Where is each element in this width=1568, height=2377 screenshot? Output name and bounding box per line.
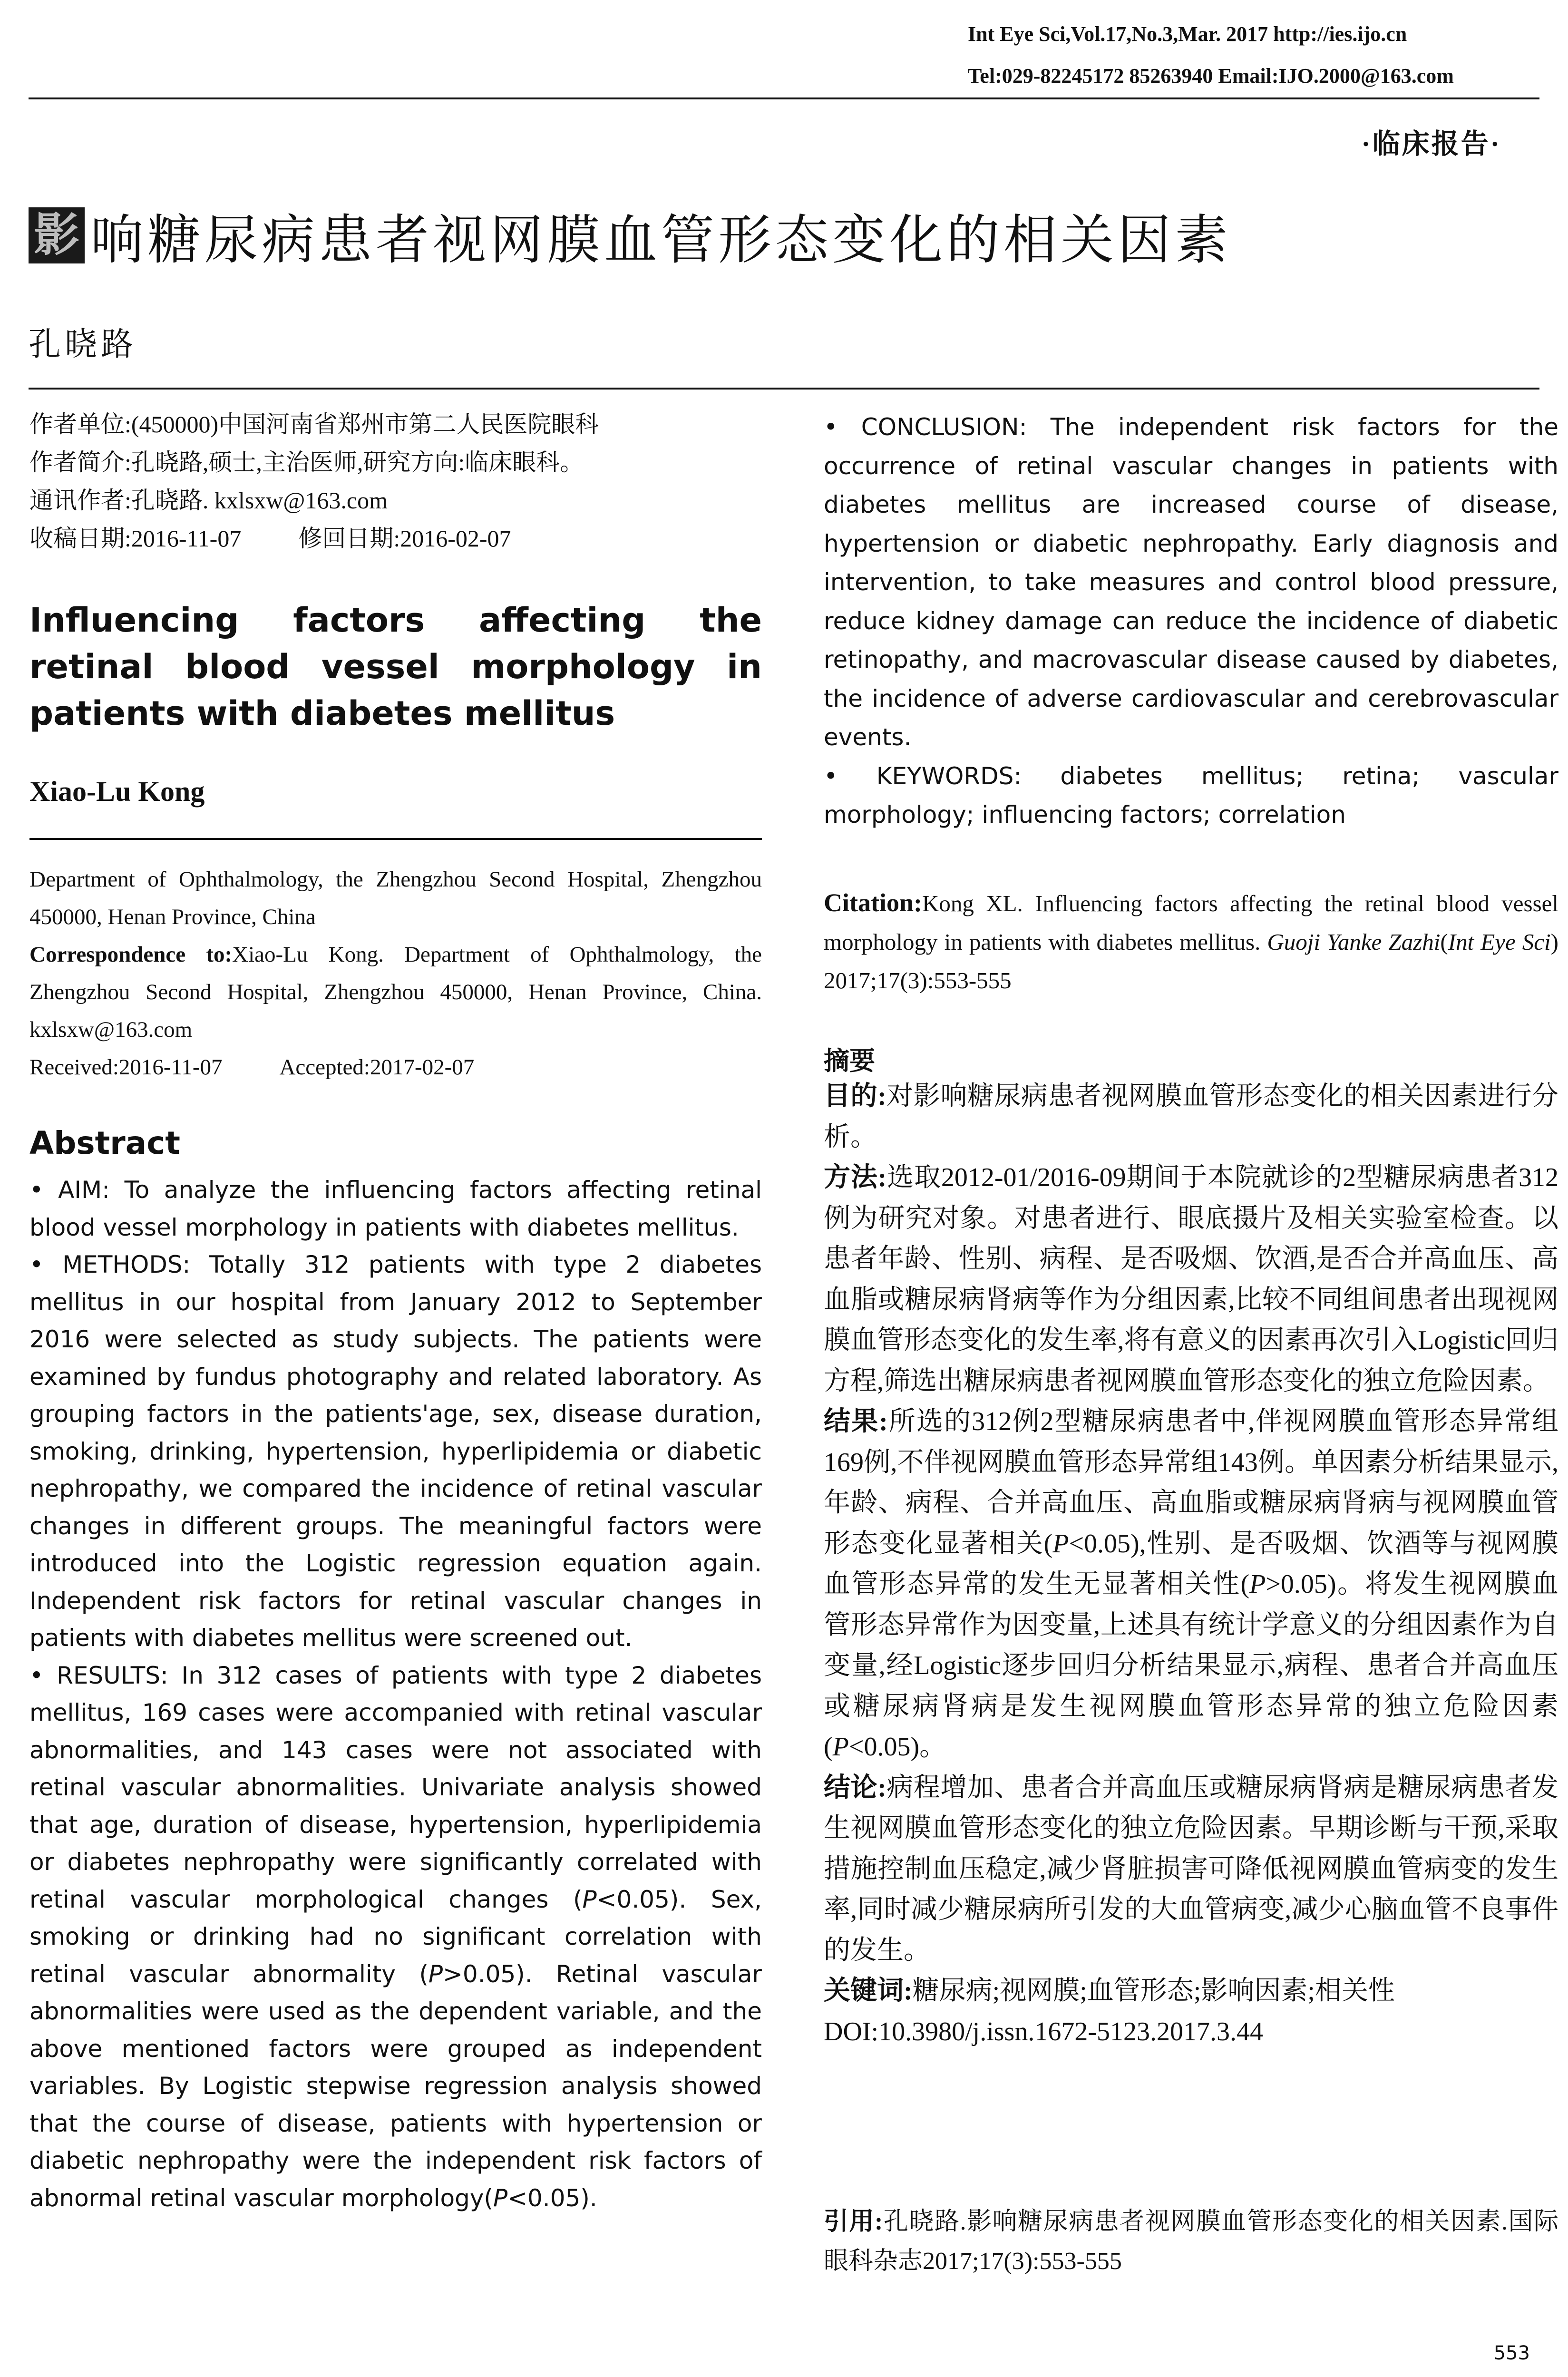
abstract-keywords: • KEYWORDS: diabetes mellitus; retina; vascular morphology; influencing factors; correlation (824, 762, 1558, 828)
keywords-label: 关键词: (824, 1976, 913, 2006)
results-label: 结果: (824, 1407, 888, 1436)
citation-label: Citation: (824, 888, 922, 917)
abstract-results (29, 1657, 762, 2217)
affiliation-department: Department of Ophthalmology, the Zhengzhou Second Hospital, Zhengzhou 450000, Henan Province, China (29, 867, 762, 929)
header-rule (29, 97, 1539, 99)
abstract-cn-results (824, 1402, 1558, 1768)
abstract-heading: Abstract (29, 1125, 180, 1161)
p-symbol: P (428, 1960, 443, 1988)
meta-correspondence: 通讯作者:孔晓路. kxlsxw@163.com (29, 487, 388, 514)
meta-dates (29, 519, 762, 557)
title-en: Influencing factors affecting the retinal blood vessel morphology in patients with diabetes mellitus (29, 601, 762, 733)
results-part-b: <0.05). Sex, smoking or drinking had no significant correlation with retinal vascular abnormality ( (29, 1885, 762, 1988)
citation-text: Kong XL. Influencing factors affecting the retinal blood vessel morphology in patients with diabetes mellitus. (824, 890, 1558, 955)
title-rule (29, 388, 1539, 390)
author-en: Xiao-Lu Kong (29, 776, 205, 807)
results-cn-b: <0.05),性别、是否吸烟、饮酒等与视网膜血管形态异常的发生无显著相关性( (824, 1529, 1559, 1599)
p-symbol: P (1249, 1569, 1266, 1599)
abstract-body (29, 1171, 762, 2217)
abstract-cn-keywords (824, 1971, 1558, 2012)
title-initial-glyph: 影 (29, 207, 85, 263)
meta-author-intro: 作者简介:孔晓路,硕士,主治医师,研究方向:临床眼科。 (29, 449, 584, 476)
aim-text: 对影响糖尿病患者视网膜血管形态变化的相关因素进行分析。 (824, 1081, 1558, 1152)
correspondence-label: Correspondence to: (29, 942, 233, 967)
abstract-cn-doi: DOI:10.3980/j.issn.1672-5123.2017.3.44 (824, 2017, 1263, 2046)
journal-contact-line: Tel:029-82245172 85263940 Email:IJO.2000@163.com (968, 64, 1454, 88)
citation-journal-abbr: Int Eye Sci (1448, 929, 1551, 955)
aim-label: 目的: (824, 1081, 886, 1111)
p-symbol: P (1052, 1529, 1069, 1559)
journal-header-line: Int Eye Sci,Vol.17,No.3,Mar. 2017 http://ies.ijo.cn (968, 22, 1407, 46)
conclusion-text: 病程增加、患者合并高血压或糖尿病肾病是糖尿病患者发生视网膜血管形态变化的独立危险因素。早期诊断与干预,采取措施控制血压稳定,减少肾脏损害可降低视网膜血管病变的发生率,同时减少糖尿病所引发的大血管病变,减少心脑血管不良事件的发生。 (824, 1773, 1558, 1965)
conclusion-label: 结论: (824, 1773, 886, 1802)
methods-label: 方法: (824, 1163, 887, 1192)
meta-cn (29, 405, 762, 557)
page-number: 553 (1493, 2342, 1530, 2364)
p-symbol: P (493, 2184, 508, 2212)
abstract-methods: • METHODS: Totally 312 patients with type 2 diabetes mellitus in our hospital from January 2012 to September 2016 were selected as study subjects. The patients were examined by fundus photography and related laboratory. As grouping factors in the patients'age, sex, disease duration, smoking, drinking, hypertension, hyperlipidemia or diabetic nephropathy, we compared the incidence of retinal vascular changes in different groups. The meaningful factors were introduced into the Logistic regression equation again. Independent risk factors for retinal vascular changes in patients with diabetes mellitus were screened out. (29, 1251, 762, 1652)
methods-text: 选取2012-01/2016-09期间于本院就诊的2型糖尿病患者312例为研究对象。对患者进行、眼底摄片及相关实验室检查。以患者年龄、性别、病程、是否吸烟、饮酒,是否合并高血压、高血脂或糖尿病肾病等作为分组因素,比较不同组间患者出现视网膜血管形态变化的发生率,将有意义的因素再次引入Logistic回归方程,筛选出糖尿病患者视网膜血管形态变化的独立危险因素。 (824, 1163, 1559, 1396)
abstract-cn-heading: 摘要 (824, 1047, 875, 1075)
results-part-a: • RESULTS: In 312 cases of patients with type 2 diabetes mellitus, 169 cases were accompanied with retinal vascular abnormalities, and 143 cases were not associated with retinal vascular abnormalities. Univariate analysis showed that age, duration of disease, hypertension, hyperlipidemia or diabetes nephropathy were significantly correlated with retinal vascular morphological changes ( (29, 1661, 762, 1913)
author-cn: 孔晓路 (29, 326, 137, 362)
abstract-cn-conclusion (824, 1768, 1558, 1971)
keywords-text: 糖尿病;视网膜;血管形态;影响因素;相关性 (912, 1976, 1395, 2006)
title-cn-text: 响糖尿病患者视网膜血管形态变化的相关因素 (90, 211, 1232, 270)
abstract-aim: • AIM: To analyze the influencing factors affecting retinal blood vessel morphology in patients with diabetes mellitus. (29, 1176, 762, 1241)
abstract-cn-body (824, 1076, 1558, 2052)
meta-received: 收稿日期:2016-11-07 (29, 525, 242, 552)
p-symbol: P (582, 1885, 597, 1913)
results-part-c: >0.05). Retinal vascular abnormalities were used as the dependent variable, and the above mentioned factors were grouped as independent variables. By Logistic stepwise regression analysis showed that the course of disease, patients with hypertension or diabetic nephropathy were the independent risk factors of abnormal retinal vascular morphology( (29, 1960, 762, 2212)
citation-cn-label: 引用: (824, 2208, 883, 2235)
citation-paren: ( (1440, 929, 1448, 955)
section-label: ·临床报告· (1361, 128, 1501, 159)
citation-journal: Guoji Yanke Zazhi (1267, 929, 1441, 955)
abstract-cn-methods (824, 1158, 1558, 1402)
received-en: Received:2016-11-07 (29, 1055, 223, 1080)
results-cn-d: <0.05)。 (848, 1732, 946, 1762)
affiliation-correspondence (29, 936, 762, 1049)
p-symbol: P (832, 1732, 849, 1762)
accepted-en: Accepted:2017-02-07 (279, 1055, 475, 1080)
affiliation-en (29, 861, 762, 1086)
abstract-continued (824, 408, 1558, 835)
meta-revised: 修回日期:2016-02-07 (298, 525, 511, 552)
citation-en (824, 884, 1558, 1000)
author-rule (29, 838, 762, 840)
results-cn-c: >0.05)。将发生视网膜血管形态异常作为因变量,上述具有统计学意义的分组因素作为自变量,经Logistic逐步回归分析结果显示,病程、患者合并高血压或糖尿病肾病是发生视网膜血管形态异常的独立危险因素( (824, 1569, 1558, 1762)
citation-volume: ) 2017;17(3):553-555 (824, 929, 1558, 994)
abstract-cn-aim (824, 1076, 1558, 1158)
results-part-d: <0.05). (507, 2184, 597, 2212)
meta-affiliation: 作者单位:(450000)中国河南省郑州市第二人民医院眼科 (29, 411, 599, 438)
citation-cn-text: 孔晓路.影响糖尿病患者视网膜血管形态变化的相关因素.国际眼科杂志2017;17(3):553-555 (824, 2208, 1558, 2275)
abstract-conclusion: • CONCLUSION: The independent risk factors for the occurrence of retinal vascular changes in patients with diabetes mellitus are increased course of disease, hypertension or diabetic nephropathy. Early diagnosis and intervention, to take measures and control blood pressure, reduce kidney damage can reduce the incidence of diabetic retinopathy, and macrovascular disease caused by diabetes, the incidence of adverse cardiovascular and cerebrovascular events. (824, 413, 1558, 751)
results-cn-a: 所选的312例2型糖尿病患者中,伴视网膜血管形态异常组169例,不伴视网膜血管形态异常组143例。单因素分析结果显示,年龄、病程、合并高血压、高血脂或糖尿病肾病与视网膜血管形态变化显著相关( (824, 1407, 1558, 1559)
affiliation-dates (29, 1049, 762, 1086)
citation-cn (824, 2202, 1558, 2281)
correspondence-text: Xiao-Lu Kong. Department of Ophthalmology, the Zhengzhou Second Hospital, Zhengzhou 450000, Henan Province, China. kxlsxw@163.com (29, 942, 762, 1042)
title-cn (29, 205, 1232, 270)
